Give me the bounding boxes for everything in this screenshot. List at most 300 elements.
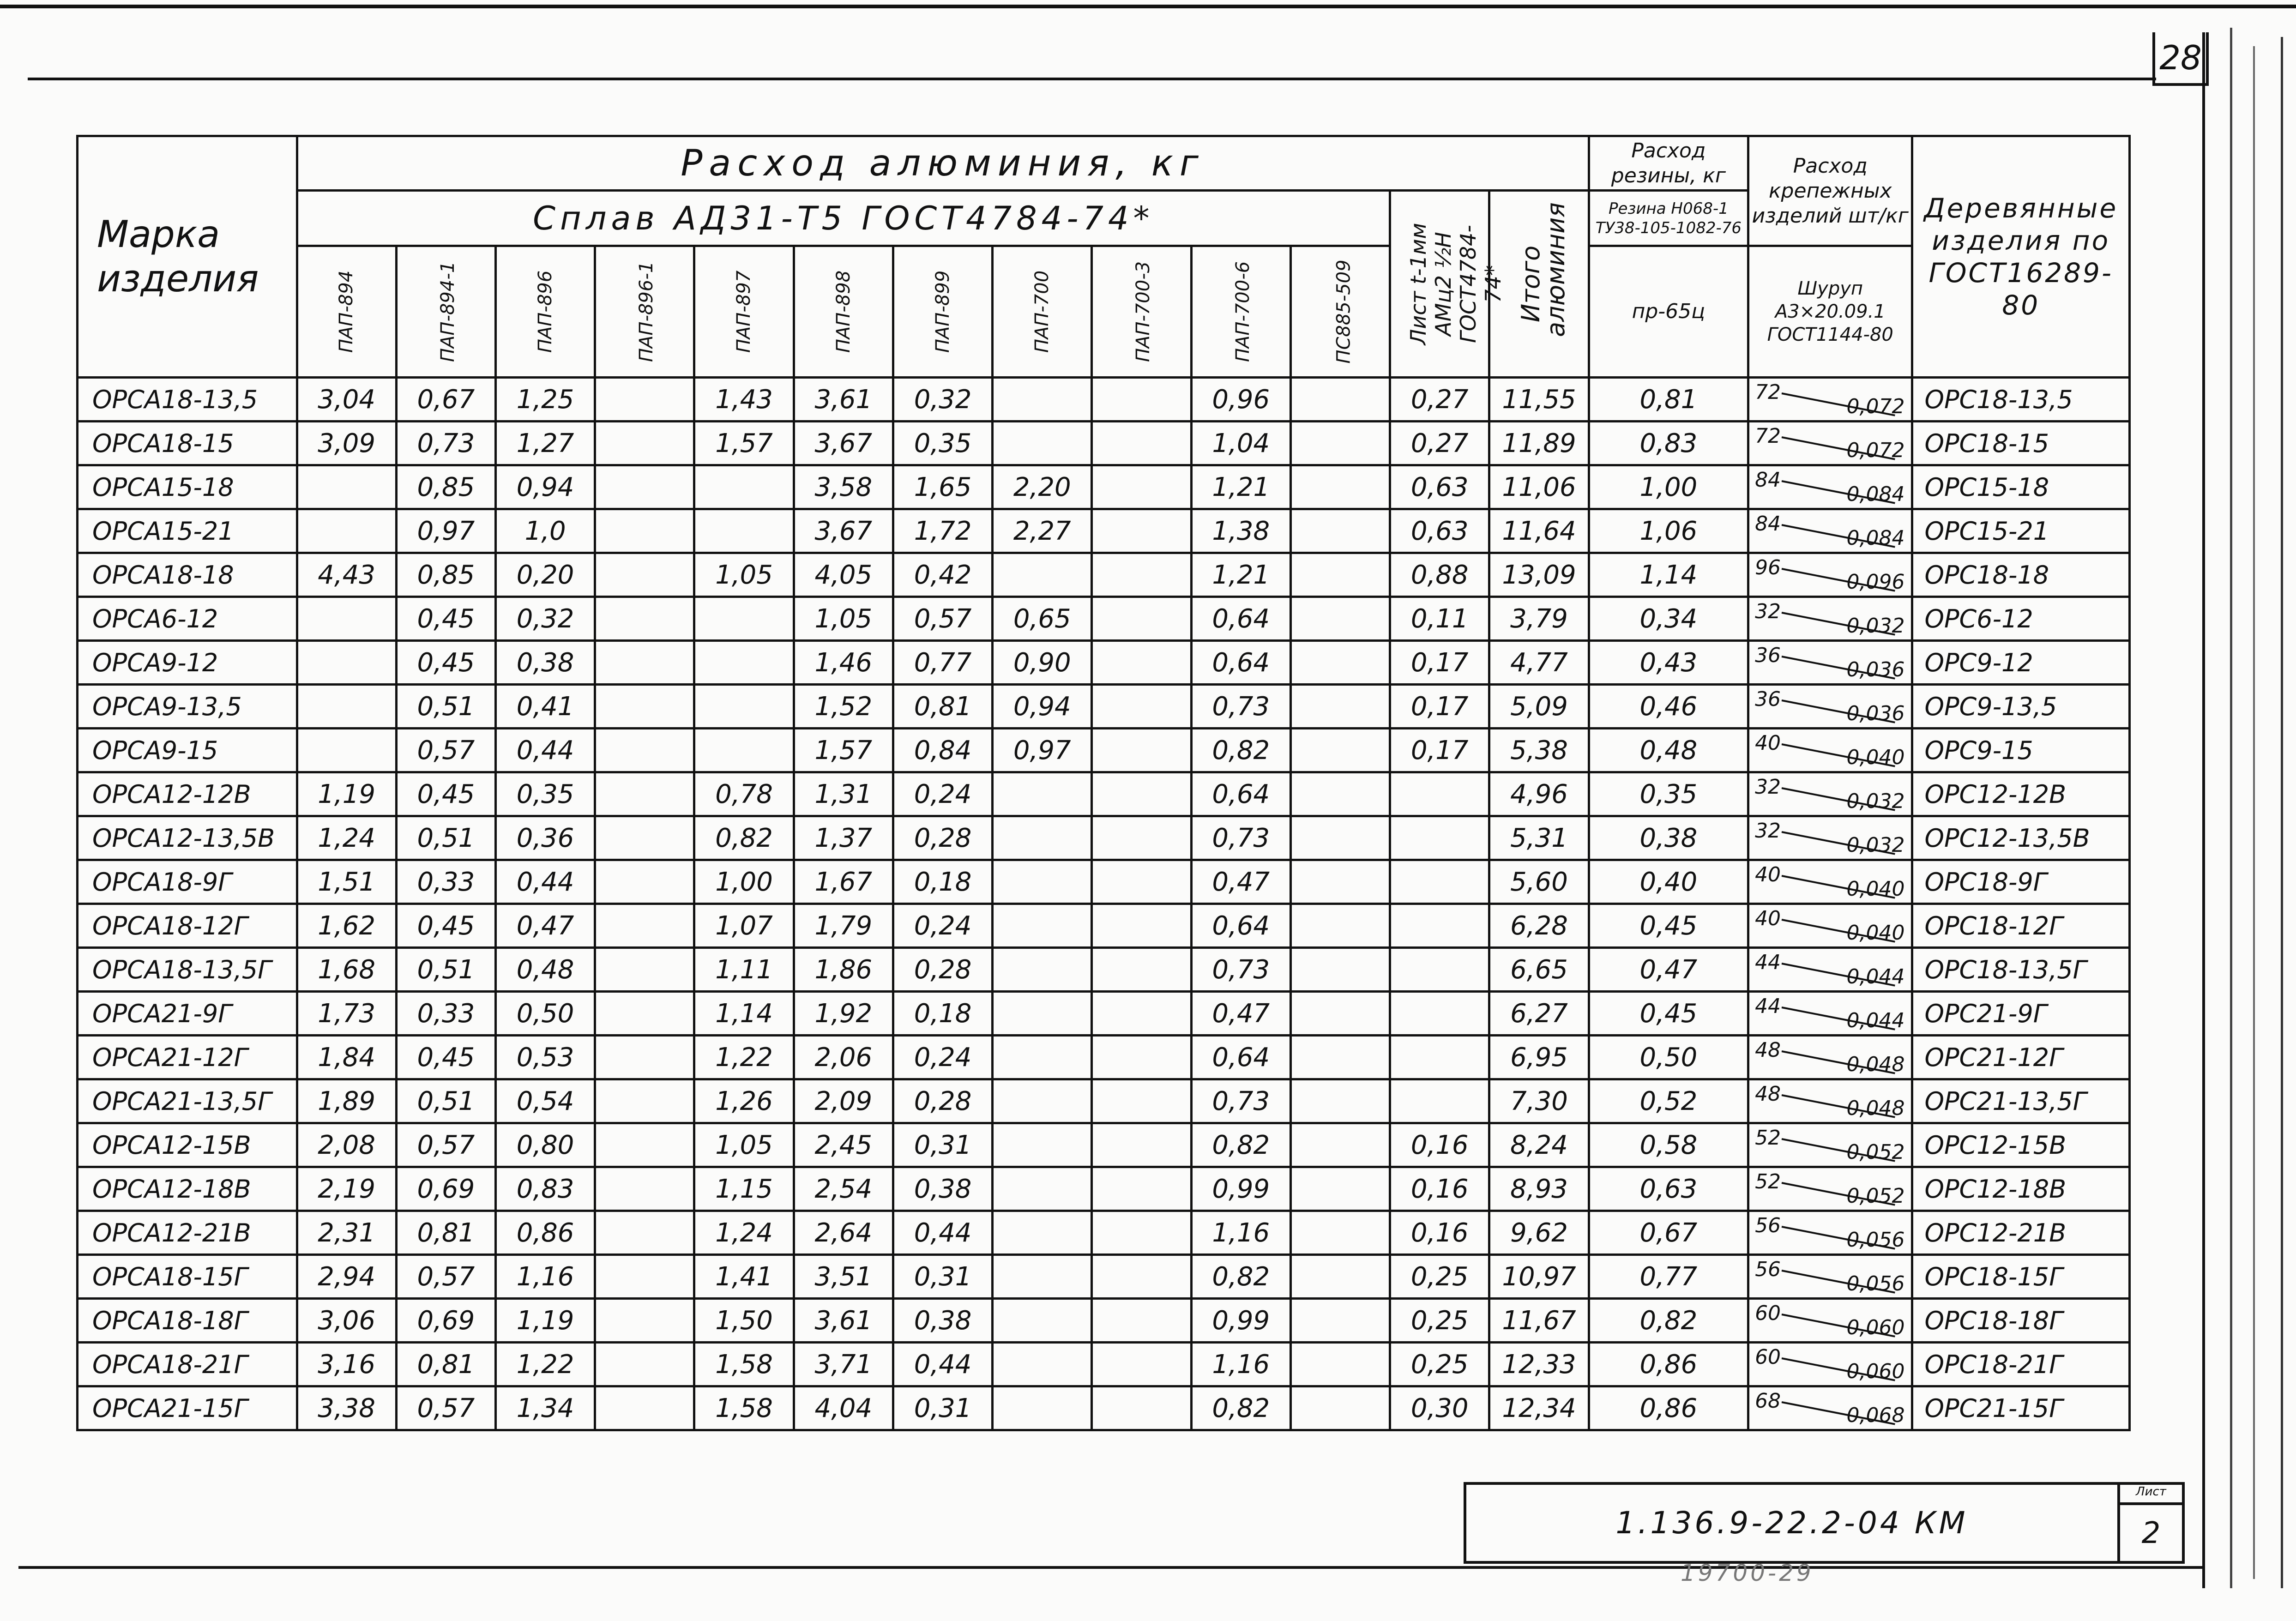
value-cell: 0,86 <box>1589 1343 1748 1386</box>
value-cell <box>595 1299 694 1343</box>
value-cell <box>595 1123 694 1167</box>
value-cell <box>993 1167 1092 1211</box>
value-cell: 9,62 <box>1489 1211 1589 1255</box>
table-row <box>78 948 2130 992</box>
value-cell: 1,04 <box>1191 422 1290 465</box>
value-cell <box>993 1343 1092 1386</box>
value-cell: 0,84 <box>893 729 992 772</box>
value-cell: 0,57 <box>396 1255 495 1299</box>
value-cell: 0,58 <box>1589 1123 1748 1167</box>
wood-cell: ОРС21-15Г <box>1912 1386 2130 1430</box>
fastener-kg: 0,052 <box>1846 1140 1905 1164</box>
fastener-qty: 72 <box>1755 424 1781 448</box>
value-cell <box>1390 948 1489 992</box>
value-cell <box>1290 1123 1390 1167</box>
value-cell <box>595 509 694 553</box>
fastener-qty: 44 <box>1755 951 1781 974</box>
value-cell <box>595 1079 694 1123</box>
value-cell: 1,25 <box>495 378 595 422</box>
mark-cell: ОРСА18-15Г <box>78 1255 297 1299</box>
value-cell: 1,00 <box>694 860 794 904</box>
value-cell: 1,26 <box>694 1079 794 1123</box>
value-cell: 0,24 <box>893 772 992 816</box>
mark-cell: ОРСА9-15 <box>78 729 297 772</box>
value-cell: 1,00 <box>1589 465 1748 509</box>
value-cell: 0,16 <box>1390 1167 1489 1211</box>
wood-cell: ОРС6-12 <box>1912 597 2130 641</box>
bottom-line <box>18 1566 2202 1569</box>
value-cell <box>595 553 694 597</box>
value-cell: 0,85 <box>396 465 495 509</box>
wood-cell: ОРС12-12В <box>1912 772 2130 816</box>
value-cell: 1,58 <box>694 1343 794 1386</box>
mark-cell: ОРСА18-18 <box>78 553 297 597</box>
fastener-kg: 0,072 <box>1846 439 1905 462</box>
value-cell <box>1290 597 1390 641</box>
fastener-qty: 84 <box>1755 468 1781 492</box>
value-cell <box>1092 553 1191 597</box>
header-profile <box>993 246 1092 378</box>
wood-cell: ОРС18-13,5 <box>1912 378 2130 422</box>
value-cell: 1,24 <box>694 1211 794 1255</box>
value-cell <box>595 1211 694 1255</box>
value-cell: 0,45 <box>396 1036 495 1079</box>
fastener-cell <box>1748 816 1912 860</box>
value-cell <box>1092 1167 1191 1211</box>
table-row <box>78 685 2130 729</box>
value-cell <box>694 509 794 553</box>
value-cell: 1,57 <box>794 729 893 772</box>
wood-cell: ОРС9-13,5 <box>1912 685 2130 729</box>
value-cell: 0,73 <box>1191 685 1290 729</box>
value-cell: 1,15 <box>694 1167 794 1211</box>
header-profile-label: ПАП-894-1 <box>437 261 458 362</box>
value-cell <box>1390 860 1489 904</box>
value-cell: 0,73 <box>396 422 495 465</box>
value-cell <box>1290 1386 1390 1430</box>
value-cell: 0,24 <box>893 1036 992 1079</box>
value-cell: 3,61 <box>794 378 893 422</box>
value-cell <box>595 816 694 860</box>
value-cell: 0,63 <box>1390 509 1489 553</box>
fastener-qty: 40 <box>1755 907 1781 930</box>
value-cell: 0,31 <box>893 1255 992 1299</box>
inventory-number: 19700-29 <box>1681 1560 1814 1586</box>
mark-cell: ОРСА9-13,5 <box>78 685 297 729</box>
value-cell: 0,48 <box>495 948 595 992</box>
value-cell: 3,67 <box>794 422 893 465</box>
fastener-qty: 40 <box>1755 863 1781 886</box>
value-cell: 0,46 <box>1589 685 1748 729</box>
value-cell: 0,83 <box>495 1167 595 1211</box>
fastener-cell <box>1748 465 1912 509</box>
fastener-kg: 0,096 <box>1846 570 1905 594</box>
table-row <box>78 1211 2130 1255</box>
value-cell <box>993 860 1092 904</box>
table-row <box>78 641 2130 685</box>
value-cell <box>1092 1255 1191 1299</box>
page-number: 28 <box>2152 32 2209 86</box>
fastener-qty: 36 <box>1755 687 1781 711</box>
mark-cell: ОРСА21-9Г <box>78 992 297 1036</box>
fastener-qty: 32 <box>1755 819 1781 843</box>
wood-cell: ОРС12-13,5В <box>1912 816 2130 860</box>
value-cell: 0,45 <box>396 641 495 685</box>
value-cell: 0,77 <box>893 641 992 685</box>
value-cell: 2,27 <box>993 509 1092 553</box>
mark-cell: ОРСА18-18Г <box>78 1299 297 1343</box>
value-cell <box>993 378 1092 422</box>
value-cell: 0,88 <box>1390 553 1489 597</box>
value-cell <box>1290 1079 1390 1123</box>
value-cell <box>1092 860 1191 904</box>
mark-cell: ОРСА18-15 <box>78 422 297 465</box>
value-cell: 0,97 <box>993 729 1092 772</box>
header-profile <box>297 246 396 378</box>
value-cell: 0,17 <box>1390 685 1489 729</box>
value-cell <box>1290 860 1390 904</box>
value-cell: 3,67 <box>794 509 893 553</box>
header-profile <box>396 246 495 378</box>
value-cell <box>595 378 694 422</box>
value-cell <box>595 1255 694 1299</box>
value-cell <box>1290 378 1390 422</box>
value-cell: 2,45 <box>794 1123 893 1167</box>
fastener-qty: 56 <box>1755 1258 1781 1281</box>
value-cell: 1,14 <box>694 992 794 1036</box>
right-frame-line <box>2202 32 2205 1588</box>
fastener-qty: 36 <box>1755 644 1781 667</box>
fastener-cell <box>1748 729 1912 772</box>
value-cell <box>993 816 1092 860</box>
fastener-cell <box>1748 1079 1912 1123</box>
mark-cell: ОРСА9-12 <box>78 641 297 685</box>
value-cell: 0,31 <box>893 1123 992 1167</box>
value-cell: 0,47 <box>1191 992 1290 1036</box>
mark-cell: ОРСА18-9Г <box>78 860 297 904</box>
table-row <box>78 1386 2130 1430</box>
value-cell <box>1290 1036 1390 1079</box>
value-cell: 0,57 <box>396 729 495 772</box>
value-cell: 1,38 <box>1191 509 1290 553</box>
value-cell <box>1290 509 1390 553</box>
right-edge-line-1 <box>2230 28 2232 1588</box>
value-cell <box>1290 904 1390 948</box>
value-cell: 0,99 <box>1191 1299 1290 1343</box>
value-cell <box>595 948 694 992</box>
header-sheet-label: Лист t-1мм АМц2 ½Н ГОСТ4784-74* <box>1406 223 1506 345</box>
header-profile-label: ПАП-700-3 <box>1133 261 1154 362</box>
value-cell: 12,34 <box>1489 1386 1589 1430</box>
wood-cell: ОРС18-12Г <box>1912 904 2130 948</box>
value-cell: 2,06 <box>794 1036 893 1079</box>
value-cell <box>595 422 694 465</box>
value-cell: 0,65 <box>993 597 1092 641</box>
value-cell <box>993 1079 1092 1123</box>
value-cell: 1,34 <box>495 1386 595 1430</box>
value-cell: 0,82 <box>1191 1386 1290 1430</box>
value-cell <box>1092 948 1191 992</box>
value-cell: 0,51 <box>396 685 495 729</box>
value-cell: 0,42 <box>893 553 992 597</box>
header-profile <box>495 246 595 378</box>
document-code: 1.136.9-22.2-04 КМ <box>1615 1505 1968 1541</box>
fastener-cell <box>1748 1299 1912 1343</box>
value-cell <box>694 597 794 641</box>
value-cell: 0,73 <box>1191 1079 1290 1123</box>
value-cell: 1,73 <box>297 992 396 1036</box>
value-cell: 0,67 <box>396 378 495 422</box>
value-cell <box>993 992 1092 1036</box>
value-cell: 0,64 <box>1191 772 1290 816</box>
value-cell: 3,71 <box>794 1343 893 1386</box>
fastener-kg: 0,044 <box>1846 965 1905 988</box>
mark-cell: ОРСА21-12Г <box>78 1036 297 1079</box>
value-cell: 0,63 <box>1589 1167 1748 1211</box>
value-cell: 0,44 <box>893 1343 992 1386</box>
value-cell: 0,38 <box>893 1167 992 1211</box>
wood-cell: ОРС18-9Г <box>1912 860 2130 904</box>
value-cell: 1,16 <box>495 1255 595 1299</box>
wood-cell: ОРС9-15 <box>1912 729 2130 772</box>
value-cell <box>694 465 794 509</box>
value-cell: 0,30 <box>1390 1386 1489 1430</box>
value-cell <box>1290 641 1390 685</box>
value-cell <box>1290 729 1390 772</box>
value-cell: 3,58 <box>794 465 893 509</box>
value-cell: 0,25 <box>1390 1343 1489 1386</box>
aluminium-consumption-table <box>76 135 2131 1431</box>
value-cell: 0,35 <box>893 422 992 465</box>
table-row <box>78 1036 2130 1079</box>
wood-cell: ОРС18-21Г <box>1912 1343 2130 1386</box>
value-cell <box>297 465 396 509</box>
fastener-qty: 96 <box>1755 556 1781 579</box>
value-cell: 0,36 <box>495 816 595 860</box>
mark-cell: ОРСА21-13,5Г <box>78 1079 297 1123</box>
value-cell: 0,81 <box>396 1343 495 1386</box>
value-cell: 12,33 <box>1489 1343 1589 1386</box>
fastener-kg: 0,060 <box>1846 1360 1905 1383</box>
value-cell: 1,68 <box>297 948 396 992</box>
value-cell: 4,96 <box>1489 772 1589 816</box>
wood-cell: ОРС15-21 <box>1912 509 2130 553</box>
value-cell: 2,54 <box>794 1167 893 1211</box>
fastener-cell <box>1748 422 1912 465</box>
mark-cell: ОРСА15-21 <box>78 509 297 553</box>
value-cell: 0,82 <box>1191 729 1290 772</box>
fastener-kg: 0,048 <box>1846 1097 1905 1120</box>
value-cell <box>595 641 694 685</box>
value-cell: 2,20 <box>993 465 1092 509</box>
value-cell: 2,64 <box>794 1211 893 1255</box>
value-cell <box>1092 1211 1191 1255</box>
value-cell <box>595 685 694 729</box>
fastener-kg: 0,056 <box>1846 1272 1905 1296</box>
wood-cell: ОРС15-18 <box>1912 465 2130 509</box>
fastener-kg: 0,044 <box>1846 1009 1905 1032</box>
table-row <box>78 509 2130 553</box>
mark-cell: ОРСА12-15В <box>78 1123 297 1167</box>
fastener-kg: 0,048 <box>1846 1053 1905 1076</box>
fastener-kg: 0,032 <box>1846 614 1905 638</box>
value-cell <box>595 1167 694 1211</box>
value-cell <box>595 1386 694 1430</box>
value-cell: 0,77 <box>1589 1255 1748 1299</box>
value-cell <box>1290 992 1390 1036</box>
value-cell: 0,27 <box>1390 422 1489 465</box>
value-cell <box>1390 1079 1489 1123</box>
value-cell: 0,32 <box>893 378 992 422</box>
wood-cell: ОРС12-15В <box>1912 1123 2130 1167</box>
fastener-kg: 0,032 <box>1846 833 1905 857</box>
header-profile-label: ПАП-894 <box>336 270 357 353</box>
value-cell: 0,25 <box>1390 1255 1489 1299</box>
value-cell: 0,97 <box>396 509 495 553</box>
value-cell: 0,32 <box>495 597 595 641</box>
value-cell: 0,45 <box>1589 904 1748 948</box>
value-cell: 0,82 <box>1589 1299 1748 1343</box>
value-cell <box>1092 816 1191 860</box>
mark-cell: ОРСА12-13,5В <box>78 816 297 860</box>
value-cell: 1,24 <box>297 816 396 860</box>
value-cell: 11,55 <box>1489 378 1589 422</box>
value-cell: 0,94 <box>495 465 595 509</box>
wood-cell: ОРС18-18 <box>1912 553 2130 597</box>
value-cell <box>595 597 694 641</box>
header-profile-label: ПАП-897 <box>733 270 755 353</box>
value-cell <box>1092 465 1191 509</box>
value-cell: 0,38 <box>495 641 595 685</box>
fastener-qty: 44 <box>1755 994 1781 1018</box>
value-cell <box>1092 1299 1191 1343</box>
fastener-qty: 72 <box>1755 380 1781 404</box>
header-profile-label: ПАП-896-1 <box>636 261 657 362</box>
value-cell: 0,34 <box>1589 597 1748 641</box>
mark-cell: ОРСА12-21В <box>78 1211 297 1255</box>
value-cell: 2,08 <box>297 1123 396 1167</box>
value-cell: 0,51 <box>396 816 495 860</box>
table-row <box>78 1167 2130 1211</box>
fastener-cell <box>1748 597 1912 641</box>
value-cell: 3,04 <box>297 378 396 422</box>
value-cell: 0,86 <box>495 1211 595 1255</box>
value-cell <box>1092 422 1191 465</box>
fastener-cell <box>1748 948 1912 992</box>
value-cell: 0,27 <box>1390 378 1489 422</box>
value-cell: 1,65 <box>893 465 992 509</box>
value-cell: 0,47 <box>1589 948 1748 992</box>
value-cell: 0,35 <box>495 772 595 816</box>
value-cell: 0,41 <box>495 685 595 729</box>
value-cell: 0,85 <box>396 553 495 597</box>
value-cell: 0,45 <box>1589 992 1748 1036</box>
value-cell <box>993 1255 1092 1299</box>
table-row <box>78 465 2130 509</box>
value-cell: 6,95 <box>1489 1036 1589 1079</box>
fastener-cell <box>1748 1036 1912 1079</box>
value-cell: 0,82 <box>1191 1255 1290 1299</box>
fastener-qty: 40 <box>1755 731 1781 755</box>
value-cell <box>1290 685 1390 729</box>
header-sheet <box>1390 191 1506 378</box>
header-profile-label: ПАП-700-6 <box>1232 261 1253 362</box>
value-cell: 1,19 <box>297 772 396 816</box>
header-profile-label: ПАП-899 <box>932 270 954 353</box>
value-cell <box>1092 904 1191 948</box>
wood-cell: ОРС9-12 <box>1912 641 2130 685</box>
value-cell: 1,57 <box>694 422 794 465</box>
value-cell: 0,38 <box>1589 816 1748 860</box>
value-cell: 0,50 <box>495 992 595 1036</box>
wood-cell: ОРС21-12Г <box>1912 1036 2130 1079</box>
value-cell <box>1390 816 1489 860</box>
fastener-qty: 48 <box>1755 1082 1781 1106</box>
fastener-qty: 32 <box>1755 600 1781 623</box>
fastener-kg: 0,068 <box>1846 1404 1905 1427</box>
value-cell: 1,79 <box>794 904 893 948</box>
fastener-cell <box>1748 1255 1912 1299</box>
fastener-cell <box>1748 1211 1912 1255</box>
header-profile-label: ПС885-509 <box>1333 259 1355 364</box>
value-cell: 0,86 <box>1589 1386 1748 1430</box>
value-cell <box>1092 1079 1191 1123</box>
value-cell: 4,04 <box>794 1386 893 1430</box>
fastener-cell <box>1748 509 1912 553</box>
value-cell: 8,93 <box>1489 1167 1589 1211</box>
value-cell <box>993 772 1092 816</box>
fastener-qty: 60 <box>1755 1302 1781 1325</box>
value-cell: 1,41 <box>694 1255 794 1299</box>
value-cell <box>1290 1167 1390 1211</box>
value-cell: 0,25 <box>1390 1299 1489 1343</box>
value-cell <box>1290 1211 1390 1255</box>
value-cell: 6,65 <box>1489 948 1589 992</box>
table-row <box>78 772 2130 816</box>
mark-cell: ОРСА12-18В <box>78 1167 297 1211</box>
table-row <box>78 1079 2130 1123</box>
value-cell <box>1092 597 1191 641</box>
value-cell: 0,64 <box>1191 1036 1290 1079</box>
value-cell <box>595 1036 694 1079</box>
mark-cell: ОРСА18-13,5Г <box>78 948 297 992</box>
value-cell: 0,81 <box>893 685 992 729</box>
value-cell: 1,05 <box>794 597 893 641</box>
value-cell <box>694 641 794 685</box>
value-cell: 1,07 <box>694 904 794 948</box>
value-cell: 0,50 <box>1589 1036 1748 1079</box>
header-rubber-spec: Резина Н068-1 ТУ38-105-1082-76 <box>1589 191 1748 246</box>
value-cell: 0,18 <box>893 992 992 1036</box>
value-cell <box>595 465 694 509</box>
value-cell: 1,52 <box>794 685 893 729</box>
fastener-cell <box>1748 772 1912 816</box>
value-cell: 4,77 <box>1489 641 1589 685</box>
value-cell: 5,09 <box>1489 685 1589 729</box>
value-cell: 1,37 <box>794 816 893 860</box>
fastener-qty: 48 <box>1755 1038 1781 1062</box>
value-cell: 3,61 <box>794 1299 893 1343</box>
value-cell <box>1092 685 1191 729</box>
fastener-cell <box>1748 1167 1912 1211</box>
sheet-number: 2 <box>2117 1505 2182 1561</box>
value-cell: 0,82 <box>1191 1123 1290 1167</box>
header-profile <box>1092 246 1191 378</box>
value-cell: 11,89 <box>1489 422 1589 465</box>
value-cell: 0,96 <box>1191 378 1290 422</box>
value-cell <box>595 729 694 772</box>
value-cell <box>1290 553 1390 597</box>
